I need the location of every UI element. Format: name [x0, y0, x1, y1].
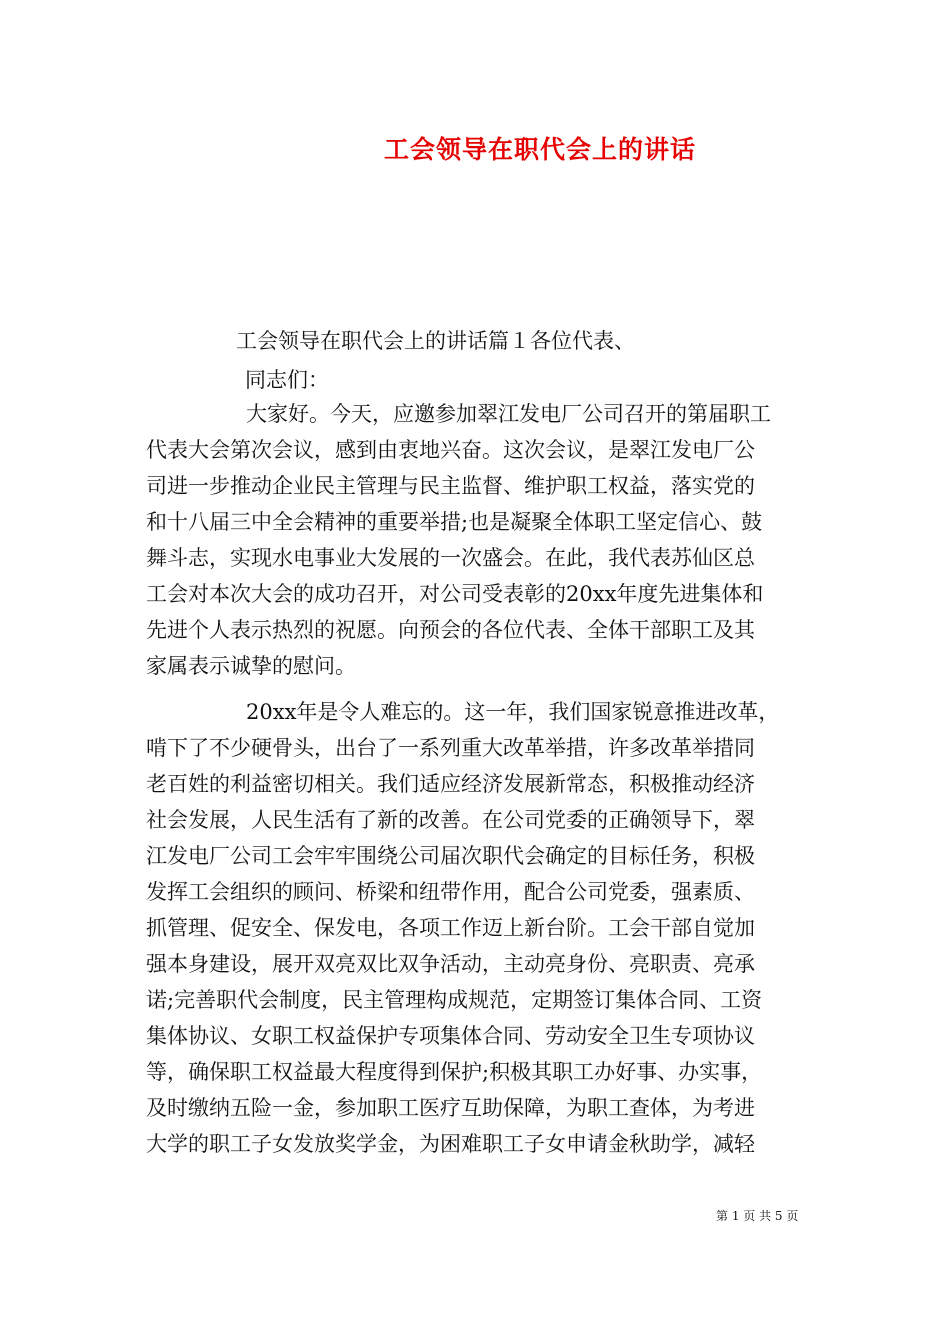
- body-line: 舞斗志，实现水电事业大发展的一次盛会。在此，我代表苏仙区总: [146, 546, 755, 570]
- body-line: 和十八届三中全会精神的重要举措;也是凝聚全体职工坚定信心、鼓: [146, 510, 763, 534]
- body-line: 20xx年是令人难忘的。这一年，我们国家锐意推进改革，: [246, 700, 780, 724]
- document-title: 工会领导在职代会上的讲话: [383, 135, 696, 164]
- body-line: 工会领导在职代会上的讲话篇１各位代表、: [236, 329, 635, 353]
- body-line: 家属表示诚挚的慰问。: [146, 654, 356, 678]
- body-line: 发挥工会组织的顾问、桥梁和纽带作用，配合公司党委，强素质、: [146, 880, 755, 904]
- body-line: 啃下了不少硬骨头，出台了一系列重大改革举措，许多改革举措同: [146, 736, 755, 760]
- body-line: 江发电厂公司工会牢牢围绕公司届次职代会确定的目标任务，积极: [146, 844, 755, 868]
- body-line: 大学的职工子女发放奖学金，为困难职工子女申请金秋助学，减轻: [146, 1132, 755, 1156]
- body-line: 先进个人表示热烈的祝愿。向预会的各位代表、全体干部职工及其: [146, 618, 755, 642]
- page-number: 第 1 页 共 5 页: [716, 1209, 799, 1223]
- body-line: 同志们：: [245, 368, 329, 392]
- body-line: 集体协议、女职工权益保护专项集体合同、劳动安全卫生专项协议: [146, 1024, 755, 1048]
- body-line: 强本身建设，展开双亮双比双争活动，主动亮身份、亮职责、亮承: [146, 952, 755, 976]
- body-line: 司进一步推动企业民主管理与民主监督、维护职工权益，落实党的: [146, 474, 755, 498]
- body-line: 抓管理、促安全、保发电，各项工作迈上新台阶。工会干部自觉加: [146, 916, 755, 940]
- body-line: 大家好。今天，应邀参加翠江发电厂公司召开的第届职工: [246, 402, 771, 426]
- body-line: 等，确保职工权益最大程度得到保护;积极其职工办好事、办实事，: [146, 1060, 763, 1084]
- body-line: 工会对本次大会的成功召开，对公司受表彰的20xx年度先进集体和: [146, 582, 764, 606]
- body-line: 及时缴纳五险一金，参加职工医疗互助保障，为职工查体，为考进: [146, 1096, 755, 1120]
- body-line: 社会发展，人民生活有了新的改善。在公司党委的正确领导下，翠: [146, 808, 755, 832]
- body-line: 代表大会第次会议，感到由衷地兴奋。这次会议，是翠江发电厂公: [146, 438, 755, 462]
- body-line: 老百姓的利益密切相关。我们适应经济发展新常态，积极推动经济: [146, 772, 755, 796]
- body-line: 诺;完善职代会制度，民主管理构成规范，定期签订集体合同、工资: [146, 988, 763, 1012]
